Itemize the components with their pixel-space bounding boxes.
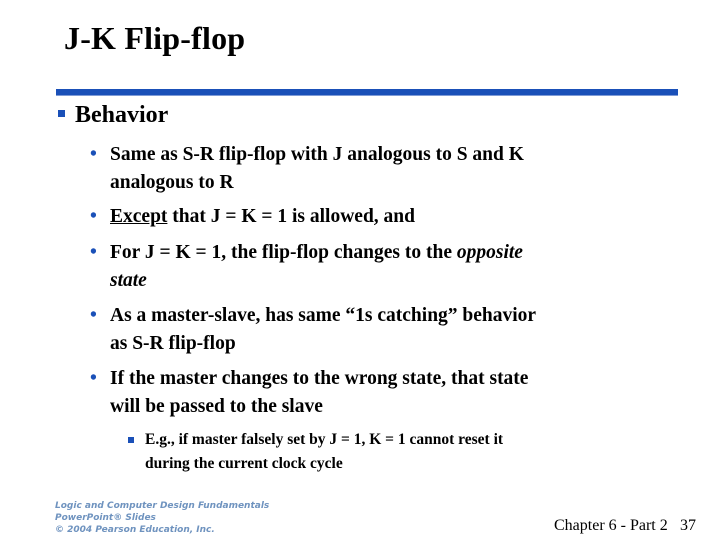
dot-bullet-icon: • xyxy=(90,305,97,326)
bullet-text: as S-R flip-flop xyxy=(110,333,236,354)
bullet-item xyxy=(90,365,650,421)
underlined-text: Except xyxy=(110,206,168,227)
bullet-item xyxy=(90,239,650,295)
bullet-text: As a master-slave, has same “1s catching” behavior xyxy=(110,305,537,326)
logo-line: PowerPoint® Slides xyxy=(55,513,156,523)
level1-heading xyxy=(75,102,171,129)
italic-text: state xyxy=(110,270,147,291)
bullet-text-rest: that J = K = 1 is allowed, and xyxy=(167,206,415,227)
bullet-text-part: For J = K = 1, the flip-flop changes to the xyxy=(110,242,457,263)
square-bullet-icon xyxy=(58,110,65,117)
logo-line: © 2004 Pearson Education, Inc. xyxy=(55,525,215,535)
dot-bullet-icon: • xyxy=(90,368,97,389)
logo-line: Logic and Computer Design Fundamentals xyxy=(55,501,270,511)
dot-bullet-icon: • xyxy=(90,206,97,227)
sub-bullet-text: E.g., if master falsely set by J = 1, K = 1 cannot reset it xyxy=(145,431,504,448)
sub-bullet-item xyxy=(145,428,645,476)
bullet-item xyxy=(90,141,650,197)
level1-label: Behavior xyxy=(75,102,169,128)
sub-bullet-text: during the current clock cycle xyxy=(145,455,343,472)
bullet-item xyxy=(90,203,650,231)
bullet-text xyxy=(110,203,650,231)
bullet-text: If the master changes to the wrong state, that state xyxy=(110,368,529,389)
bullet-text: Same as S-R flip-flop with J analogous to S and K xyxy=(110,144,524,165)
slide-title: J-K Flip-flop xyxy=(64,20,246,56)
dot-bullet-icon: • xyxy=(90,144,97,165)
bullet-text xyxy=(110,239,650,267)
page-number: 37 xyxy=(680,517,696,534)
title-underline-shadow xyxy=(56,95,678,96)
square-bullet-icon xyxy=(128,437,134,443)
dot-bullet-icon: • xyxy=(90,242,97,263)
bullet-item xyxy=(90,302,650,358)
bullet-text: will be passed to the slave xyxy=(110,396,323,417)
publisher-logo xyxy=(55,500,269,536)
italic-text: opposite xyxy=(456,242,523,263)
bullet-text: analogous to R xyxy=(110,172,234,193)
chapter-label: Chapter 6 - Part 2 xyxy=(554,517,668,534)
